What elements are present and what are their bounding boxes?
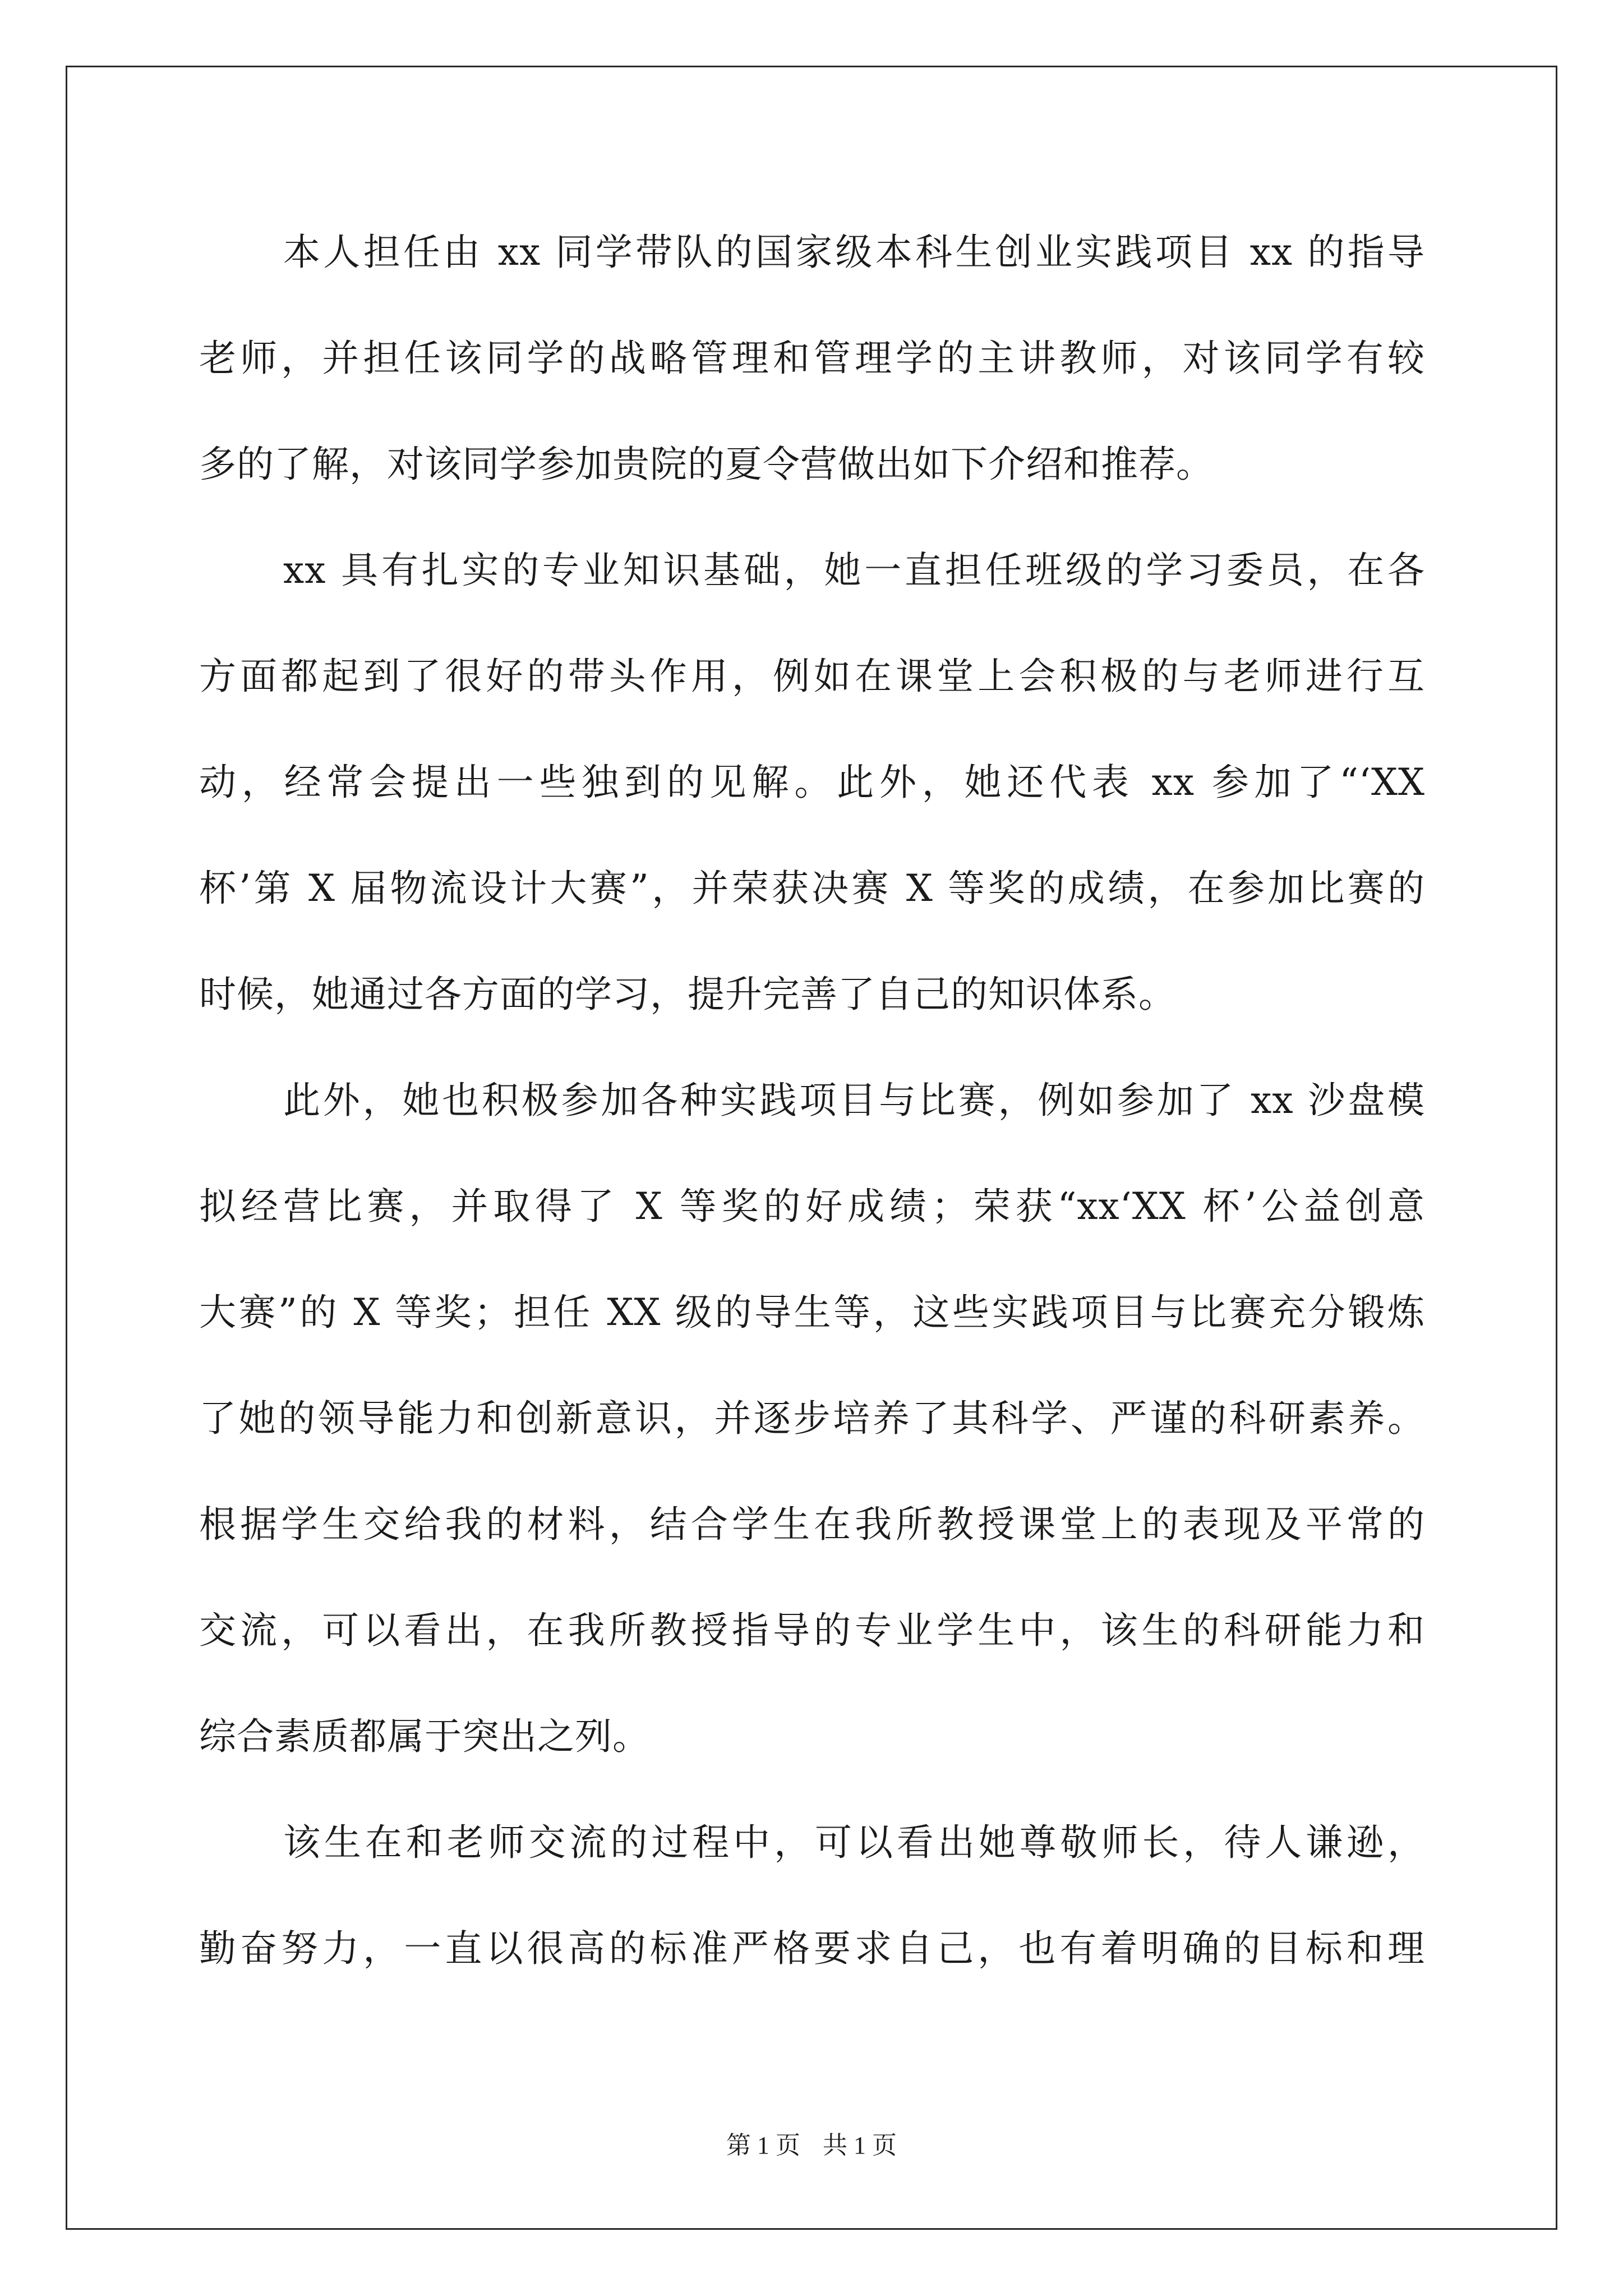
text-line: 老师，并担任该同学的战略管理和管理学的主讲教师，对该同学有较 xyxy=(199,337,1425,380)
text-line: 拟经营比赛，并取得了 X 等奖的好成绩；荣获“xx‘XX 杯’公益创意 xyxy=(199,1185,1425,1228)
text-line: 交流，可以看出，在我所教授指导的专业学生中，该生的科研能力和 xyxy=(199,1609,1425,1652)
document-body xyxy=(199,213,1425,2016)
text-line: 方面都起到了很好的带头作用，例如在课堂上会积极的与老师进行互 xyxy=(199,655,1425,698)
text-line: 时候，她通过各方面的学习，提升完善了自己的知识体系。 xyxy=(199,973,1176,1016)
text-line: 根据学生交给我的材料，结合学生在我所教授课堂上的表现及平常的 xyxy=(199,1503,1425,1546)
text-line: 杯’第 X 届物流设计大赛”，并荣获决赛 X 等奖的成绩，在参加比赛的 xyxy=(199,867,1425,910)
text-line: 此外，她也积极参加各种实践项目与比赛，例如参加了 xx 沙盘模 xyxy=(283,1079,1425,1122)
text-line: 动，经常会提出一些独到的见解。此外，她还代表 xx 参加了“‘XX xyxy=(199,761,1425,804)
text-line: 多的了解，对该同学参加贵院的夏令营做出如下介绍和推荐。 xyxy=(199,443,1214,486)
text-line: xx 具有扎实的专业知识基础，她一直担任班级的学习委员，在各 xyxy=(283,549,1425,592)
page-number-current: 第 1 页 xyxy=(726,2132,800,2159)
text-line: 本人担任由 xx 同学带队的国家级本科生创业实践项目 xx 的指导 xyxy=(283,231,1425,274)
text-line: 勤奋努力，一直以很高的标准严格要求自己，也有着明确的目标和理 xyxy=(199,1927,1425,1970)
text-line: 了她的领导能力和创新意识，并逐步培养了其科学、严谨的科研素养。 xyxy=(199,1397,1425,1440)
text-line: 该生在和老师交流的过程中，可以看出她尊敬师长，待人谦逊， xyxy=(283,1821,1425,1864)
page-number-total: 共 1 页 xyxy=(823,2132,897,2159)
text-line: 大赛”的 X 等奖；担任 XX 级的导生等，这些实践项目与比赛充分锻炼 xyxy=(199,1291,1425,1334)
text-line: 综合素质都属于突出之列。 xyxy=(199,1715,650,1758)
page-footer xyxy=(0,2129,1623,2162)
